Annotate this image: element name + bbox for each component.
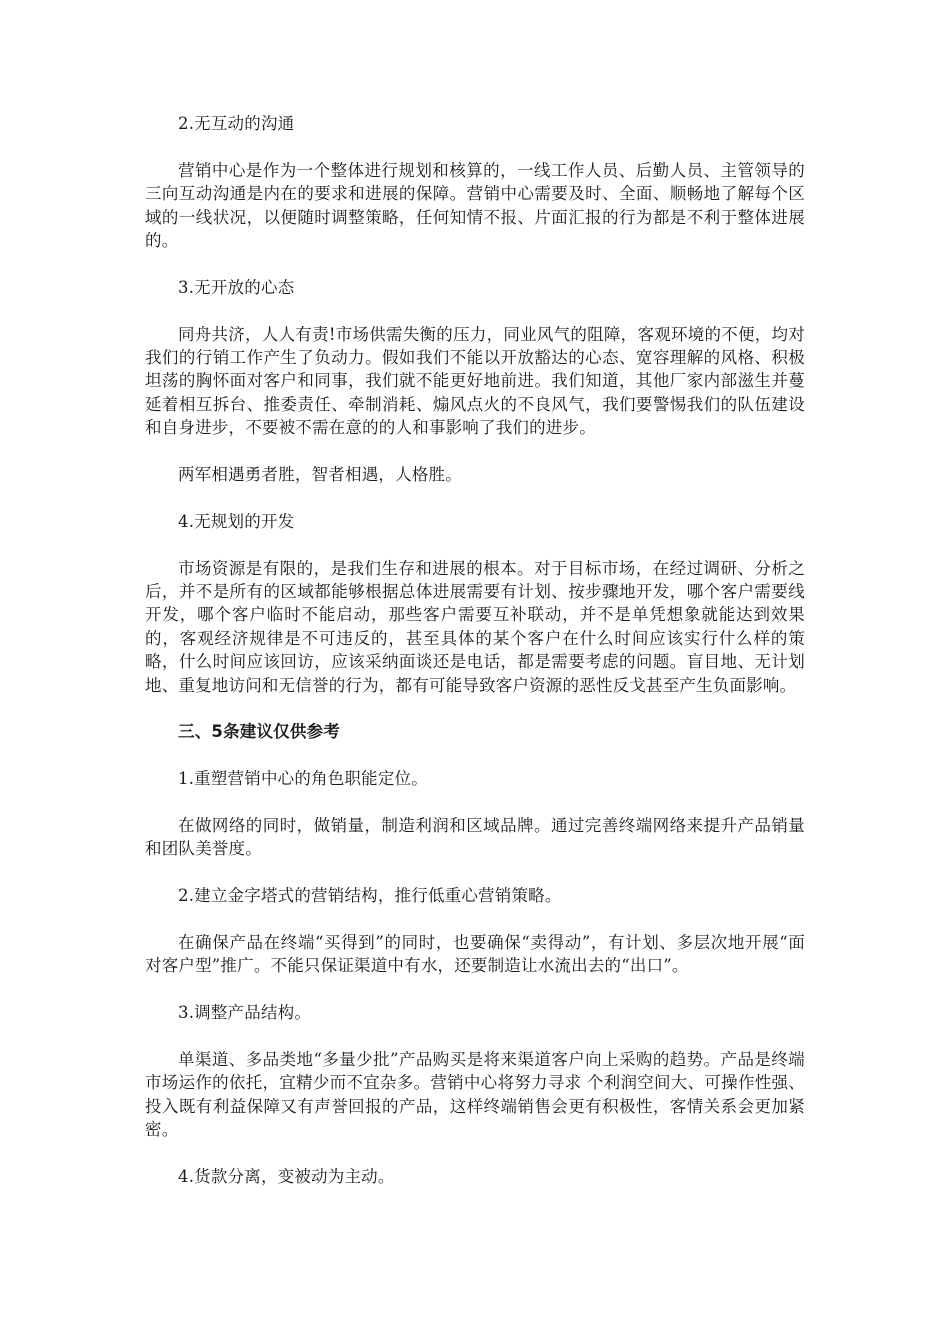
suggestion-3-heading: 3.调整产品结构。 <box>178 1003 312 1023</box>
section-title-suggestions: 三、5条建议仅供参考 <box>178 722 340 742</box>
suggestion-1-paragraph: 在做网络的同时，做销量，制造利润和区域品牌。通过完善终端网络来提升产品销量和团队美誉度。 <box>145 816 805 859</box>
subheading-no-open-mindset: 3.无开放的心态 <box>178 277 295 297</box>
paragraph-proverb: 两军相遇勇者胜，智者相遇，人格胜。 <box>178 465 462 485</box>
subheading-no-planned-development: 4.无规划的开发 <box>178 511 295 531</box>
subheading-no-interactive-communication: 2.无互动的沟通 <box>178 114 295 133</box>
paragraph-planned-development: 市场资源是有限的，是我们生存和进展的根本。对于目标市场，在经过调研、分析之后，并不是所有的区域都能够根据总体进展需要有计划、按步骤地开发，哪个客户需要线开发，哪个客户临时不能启动，那些客户需要互补联动，并不是单凭想象就能达到效果的，客观经济规律是不可违反的，甚至具体的某个客户在什么时间应该实行什么样的策略，什么时间应该回访，应该采纳面谈还是电话，都是需要考虑的问题。盲目地、无计划地、重复地访问和无信誉的行为，都有可能导致客户资源的恶性反戈甚至产生负面影响。 <box>145 558 805 695</box>
suggestion-4-heading: 4.货款分离，变被动为主动。 <box>178 1167 395 1187</box>
suggestion-1-heading: 1.重塑营销中心的角色职能定位。 <box>178 769 428 789</box>
document-body <box>145 112 805 1188</box>
suggestion-2-paragraph: 在确保产品在终端“买得到”的同时，也要确保“卖得动”，有计划、多层次地开展“面对客户型”推广。不能只保证渠道中有水，还要制造让水流出去的“出口”。 <box>145 933 805 976</box>
paragraph-communication: 营销中心是作为一个整体进行规划和核算的，一线工作人员、后勤人员、主管领导的三向互动沟通是内在的要求和进展的保障。营销中心需要及时、全面、顺畅地了解每个区域的一线状况，以便随时调整策略，任何知情不报、片面汇报的行为都是不利于整体进展的。 <box>145 160 805 251</box>
suggestion-3-paragraph: 单渠道、多品类地“多量少批”产品购买是将来渠道客户向上采购的趋势。产品是终端市场运作的依托，宜精少而不宜杂多。营销中心将努力寻求 个利润空间大、可操作性强、投入既有利益保障又有声誉回报的产品，这样终端销售会更有积极性，客情关系会更加紧密。 <box>145 1050 805 1140</box>
paragraph-open-mindset: 同舟共济，人人有责!市场供需失衡的压力，同业风气的阻障，客观环境的不便，均对我们的行销工作产生了负动力。假如我们不能以开放豁达的心态、宽容理解的风格、积极坦荡的胸怀面对客户和同事，我们就不能更好地前进。我们知道，其他厂家内部滋生并蔓延着相互拆台、推委责任、牵制消耗、煽风点火的不良风气，我们要警惕我们的队伍建设和自身进步，不要被不需在意的的人和事影响了我们的进步。 <box>145 324 805 438</box>
suggestion-2-heading: 2.建立金字塔式的营销结构，推行低重心营销策略。 <box>178 886 562 906</box>
